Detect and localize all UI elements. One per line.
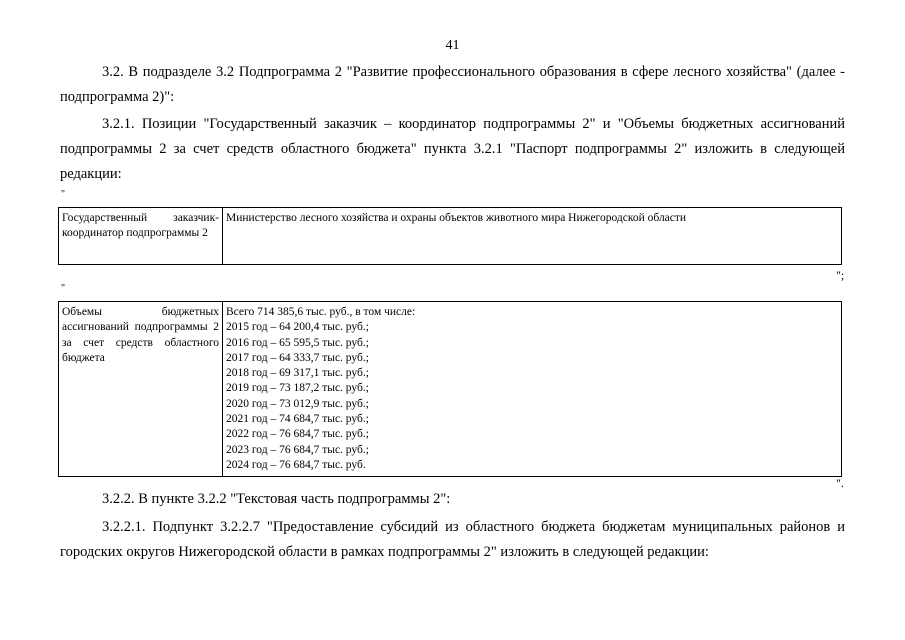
budget-year-line: 2023 год – 76 684,7 тыс. руб.; bbox=[226, 443, 369, 456]
budget-year-line: 2017 год – 64 333,7 тыс. руб.; bbox=[226, 351, 369, 364]
budget-year-line: 2022 год – 76 684,7 тыс. руб.; bbox=[226, 428, 369, 441]
table-cell-value: Министерство лесного хозяйства и охраны объектов животного мира Нижегородской области bbox=[223, 208, 842, 265]
passport-table-budget bbox=[58, 301, 842, 477]
budget-year-line: 2018 год – 69 317,1 тыс. руб.; bbox=[226, 367, 369, 380]
passport-table-coordinator bbox=[58, 207, 842, 265]
budget-year-line: 2015 год – 64 200,4 тыс. руб.; bbox=[226, 321, 369, 334]
paragraph-3-2: 3.2. В подразделе 3.2 Подпрограмма 2 "Развитие профессионального образования в сфере лесного хозяйства" (далее - подпрограмма 2)": bbox=[60, 64, 845, 105]
budget-year-line: 2021 год – 74 684,7 тыс. руб.; bbox=[226, 413, 369, 426]
paragraph-3-2-2-1: 3.2.2.1. Подпункт 3.2.2.7 "Предоставление субсидий из областного бюджета бюджетам муниципальных районов и городских округов Нижегородской области в рамках подпрограммы 2" изложить в следующей редакции: bbox=[60, 519, 845, 560]
table-cell-label: Государственный заказчик-координатор подпрограммы 2 bbox=[59, 208, 223, 265]
budget-year-line: 2024 год – 76 684,7 тыс. руб. bbox=[226, 458, 366, 471]
paragraph-3-2-2: 3.2.2. В пункте 3.2.2 "Текстовая часть подпрограммы 2": bbox=[102, 491, 451, 507]
table-row bbox=[59, 302, 842, 477]
budget-year-line: 2016 год – 65 595,5 тыс. руб.; bbox=[226, 336, 369, 349]
closing-quote-mark: ". bbox=[836, 476, 844, 490]
budget-year-line: 2019 год – 73 187,2 тыс. руб.; bbox=[226, 382, 369, 395]
table-row bbox=[59, 208, 842, 265]
closing-quote-mark: "; bbox=[836, 268, 845, 282]
table-cell-label: Объемы бюджетных ассигнований подпрограммы 2 за счет средств областного бюджета bbox=[59, 302, 223, 477]
table-cell-value bbox=[223, 302, 842, 477]
budget-year-line: 2020 год – 73 012,9 тыс. руб.; bbox=[226, 397, 369, 410]
page-number: 41 bbox=[445, 38, 460, 53]
opening-quote-mark: " bbox=[61, 283, 66, 294]
opening-quote-mark: " bbox=[61, 189, 66, 200]
paragraph-3-2-1: 3.2.1. Позиции "Государственный заказчик – координатор подпрограммы 2" и "Объемы бюджетных ассигнований подпрограммы 2 за счет средств областного бюджета" пункта 3.2.1 "Паспорт подпрограммы 2" изложить в следующей редакции: bbox=[60, 116, 845, 182]
budget-total: Всего 714 385,6 тыс. руб., в том числе: bbox=[226, 306, 416, 318]
